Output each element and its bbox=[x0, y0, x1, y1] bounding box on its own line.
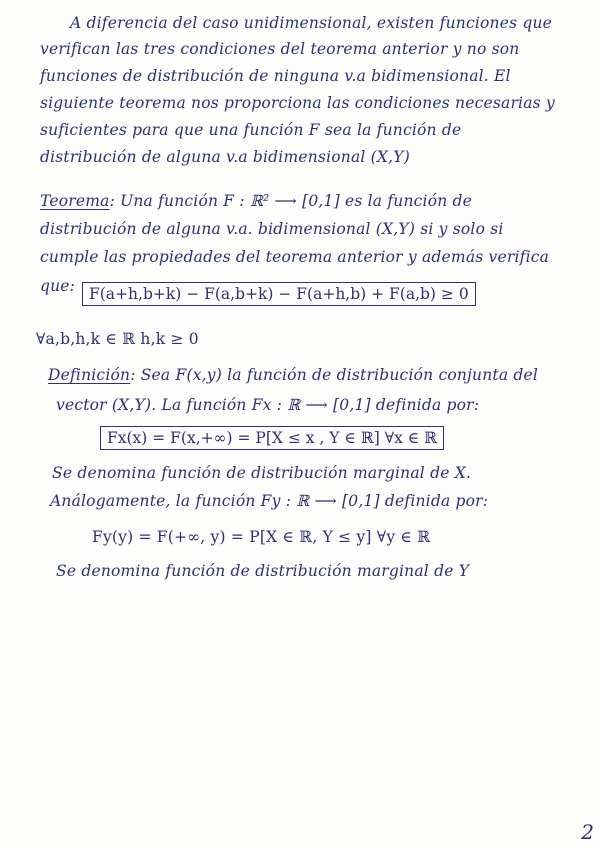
marginal-x-formula-box: Fx(x) = F(x,+∞) = P[X ≤ x , Y ∈ ℝ] ∀x ∈ ℝ bbox=[100, 426, 444, 450]
page-number: 2 bbox=[581, 820, 594, 844]
definition-text: : Sea F(x,y) la función de distribución conjunta del bbox=[130, 366, 539, 384]
theorem-line: distribución de alguna v.a. bidimensional (X,Y) si y solo si bbox=[40, 220, 504, 238]
paragraph-line: siguiente teorema nos proporciona las condiciones necesarias y bbox=[40, 94, 555, 112]
paragraph-line: suficientes para que una función F sea la función de bbox=[40, 121, 462, 139]
definition-line: Se denomina función de distribución marginal de X. bbox=[52, 464, 472, 482]
definition-line: vector (X,Y). La función Fx : ℝ ⟶ [0,1] definida por: bbox=[56, 396, 480, 414]
paragraph-line: verifican las tres condiciones del teorema anterior y no son bbox=[40, 40, 520, 58]
theorem-formula-box: F(a+h,b+k) − F(a,b+k) − F(a+h,b) + F(a,b) ≥ 0 bbox=[82, 282, 476, 306]
paragraph-line: A diferencia del caso unidimensional, existen funciones que bbox=[70, 14, 553, 32]
theorem-que-label: que: bbox=[40, 277, 76, 295]
theorem-text: : Una función F : ℝ² ⟶ [0,1] es la función de bbox=[109, 192, 473, 210]
marginal-y-formula: Fy(y) = F(+∞, y) = P[X ∈ ℝ, Y ≤ y] ∀y ∈ ℝ bbox=[92, 528, 431, 546]
definition-title: Definición bbox=[48, 366, 131, 384]
theorem-line bbox=[40, 192, 472, 210]
definition-line: Análogamente, la función Fy : ℝ ⟶ [0,1] definida por: bbox=[50, 492, 489, 510]
paragraph-line: distribución de alguna v.a bidimensional (X,Y) bbox=[40, 148, 410, 166]
definition-line bbox=[48, 366, 538, 384]
definition-line: Se denomina función de distribución marginal de Y bbox=[56, 562, 470, 580]
paragraph-line: funciones de distribución de ninguna v.a bidimensional. El bbox=[40, 67, 511, 85]
theorem-line: cumple las propiedades del teorema anterior y además verifica bbox=[40, 248, 550, 266]
quantifier-line: ∀a,b,h,k ∈ ℝ h,k ≥ 0 bbox=[36, 330, 199, 348]
theorem-title: Teorema bbox=[40, 192, 110, 210]
